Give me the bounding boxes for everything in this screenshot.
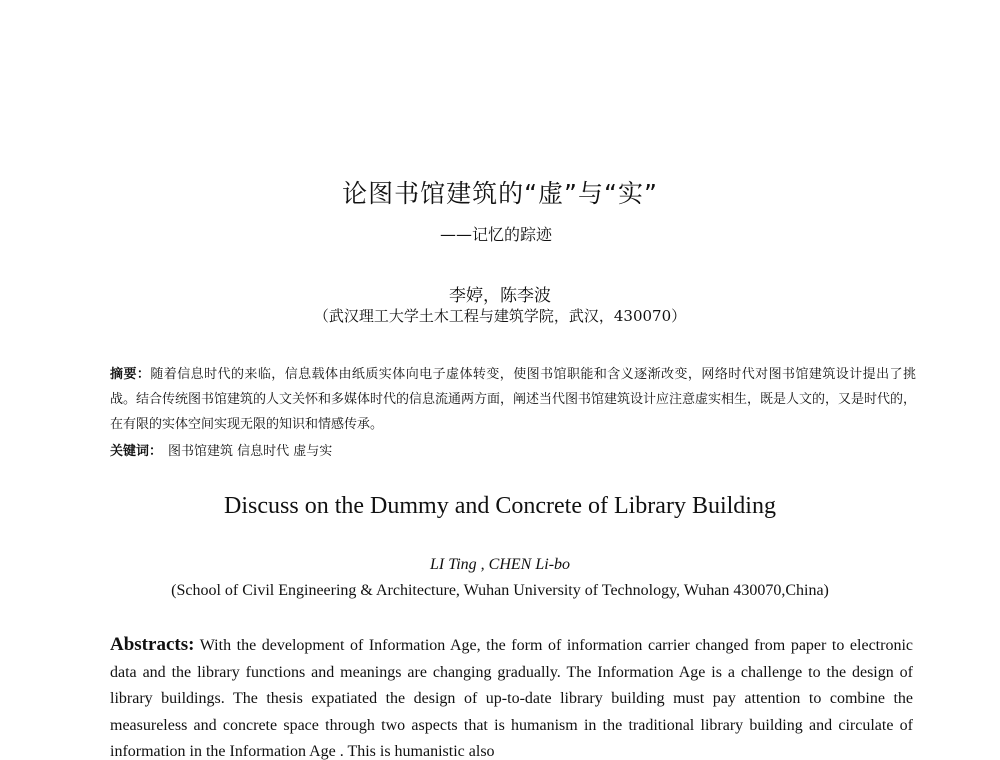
chinese-authors: 李婷，陈李波 [449,286,551,306]
english-abstract [110,632,913,760]
english-abstract-label: Abstracts: [110,634,195,655]
chinese-affiliation: （武汉理工大学土木工程与建筑学院，武汉，430070） [313,307,687,325]
chinese-abstract-text: 随着信息时代的来临，信息载体由纸质实体向电子虚体转变，使图书馆职能和含义逐渐改变，网络时代对图书馆建筑设计提出了挑战。结合传统图书馆建筑的人文关怀和多媒体时代的信息流通两方面，阐述当代图书馆建筑设计应注意虚实相生，既是人文的，又是时代的，在有限的实体空间实现无限的知识和情感传承。 [110,367,917,432]
english-title: Discuss on the Dummy and Concrete of Library Building [224,493,776,519]
chinese-title: 论图书馆建筑的“虚”与“实” [342,179,658,208]
english-abstract-text: With the development of Information Age, the form of information carrier changed from paper to electronic data and the library functions and meanings are changing gradually. The Information Age is a challenge to the design of library buildings. The thesis expatiated the design of up-to-date library building must pay attention to combine the measureless and concrete space through two aspects that is humanism in the traditional library building and circulate of information in the Information Age . This is humanistic also [110,637,913,760]
chinese-subtitle: ——记忆的踪迹 [440,225,553,244]
chinese-abstract-label: 摘要： [110,367,151,382]
chinese-keywords-text: 图书馆建筑 信息时代 虚与实 [168,444,333,459]
english-authors: LI Ting , CHEN Li-bo [429,556,571,573]
english-affiliation: (School of Civil Engineering & Architecture, Wuhan University of Technology, Wuhan 430070,China) [171,582,829,599]
chinese-abstract [110,362,916,437]
chinese-keywords-label: 关键词： [110,444,163,459]
chinese-keywords [110,440,332,459]
